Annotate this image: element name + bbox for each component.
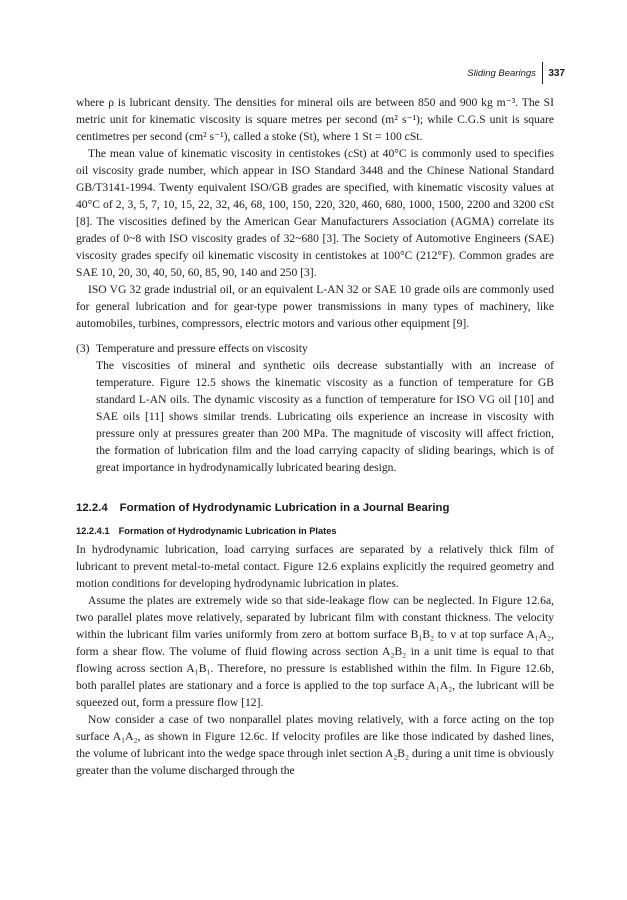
- list-item: [76, 340, 554, 476]
- subsection-title: Formation of Hydrodynamic Lubrication in Plates: [118, 526, 337, 536]
- subsection-number: 12.2.4.1: [76, 526, 110, 536]
- section-heading: [76, 500, 554, 517]
- paragraph: Now consider a case of two nonparallel plates moving relatively, with a force acting on the top surface A₁A₂, as shown in Figure 12.6c. If velocity profiles are like those indicated by dashed lines, the volume of lubricant into the wedge space through inlet section A₂B₂ during a unit time is obviously greater than the volume discharged through the: [76, 713, 554, 777]
- section-number: 12.2.4: [76, 502, 108, 514]
- paragraph: Assume the plates are extremely wide so that side-leakage flow can be neglected. In Figure 12.6a, two parallel plates move relatively, separated by lubricant film with constant thickness. The velocity within the lubricant film varies uniformly from zero at bottom surface B₁B₂ to v at top surface A₁A₂, form a shear flow. The volume of fluid flowing across section A₂B₂ in a unit time is equal to that flowing across section A₁B₁. Therefore, no pressure is established within the film. In Figure 12.6b, both parallel plates are stationary and a force is applied to the top surface A₁A₂, the lubricant will be squeezed out, form a pressure flow [12].: [76, 594, 554, 709]
- list-item-title: Temperature and pressure effects on viscosity: [96, 342, 308, 355]
- paragraph: where ρ is lubricant density. The densities for mineral oils are between 850 and 900 kg m⁻³. The SI metric unit for kinematic viscosity is square metres per second (m² s⁻¹); while C.G.S unit is square centimetres per second (cm² s⁻¹), called a stoke (St), where 1 St = 100 cSt.: [76, 96, 554, 143]
- running-title: Sliding Bearings: [467, 67, 536, 79]
- page-number: 337: [548, 67, 565, 79]
- paragraph: In hydrodynamic lubrication, load carrying surfaces are separated by a relatively thick film of lubricant to prevent metal-to-metal contact. Figure 12.6 explains explicitly the required geometry and motion conditions for developing hydrodynamic lubrication in plates.: [76, 543, 554, 590]
- header-divider: [542, 62, 543, 84]
- subsection-heading: [76, 523, 554, 540]
- list-item-number: (3): [76, 342, 90, 355]
- running-header: [467, 64, 565, 82]
- paragraph: ISO VG 32 grade industrial oil, or an equivalent L-AN 32 or SAE 10 grade oils are commonly used for general lubrication and for gear-type power transmissions in many types of machinery, like automobiles, turbines, compressors, electric motors and various other equipment [9].: [76, 283, 554, 330]
- section-title: Formation of Hydrodynamic Lubrication in a Journal Bearing: [119, 502, 450, 514]
- paragraph: The mean value of kinematic viscosity in centistokes (cSt) at 40°C is commonly used to specifies oil viscosity grade number, which appear in ISO Standard 3448 and the Chinese National Standard GB/T3141-1994. Twenty equivalent ISO/GB grades are specified, with kinematic viscosity values at 40°C of 2, 3, 5, 7, 10, 15, 22, 32, 46, 68, 100, 150, 220, 320, 460, 680, 1000, 1500, 2200 and 3200 cSt [8]. The viscosities defined by the American Gear Manufacturers Association (AGMA) correlate its grades of 0~8 with ISO viscosity grades of 32~680 [3]. The Society of Automotive Engineers (SAE) viscosity grades specify oil kinematic viscosity in centistokes at 100°C (212°F). Common grades are SAE 10, 20, 30, 40, 50, 60, 85, 90, 140 and 250 [3].: [76, 147, 554, 279]
- body-text: [76, 94, 554, 779]
- list-item-body: The viscosities of mineral and synthetic oils decrease substantially with an increase of temperature. Figure 12.5 shows the kinematic viscosity as a function of temperature for GB standard L-AN oils. The dynamic viscosity as a function of temperature for ISO VG oil [10] and SAE oils [11] shows similar trends. Lubricating oils experience an increase in viscosity with pressure only at pressures greater than 200 MPa. The magnitude of viscosity will affect friction, the formation of lubrication film and the load carrying capacity of sliding bearings, which is of great importance in hydrodynamically lubricated bearing design.: [96, 359, 554, 474]
